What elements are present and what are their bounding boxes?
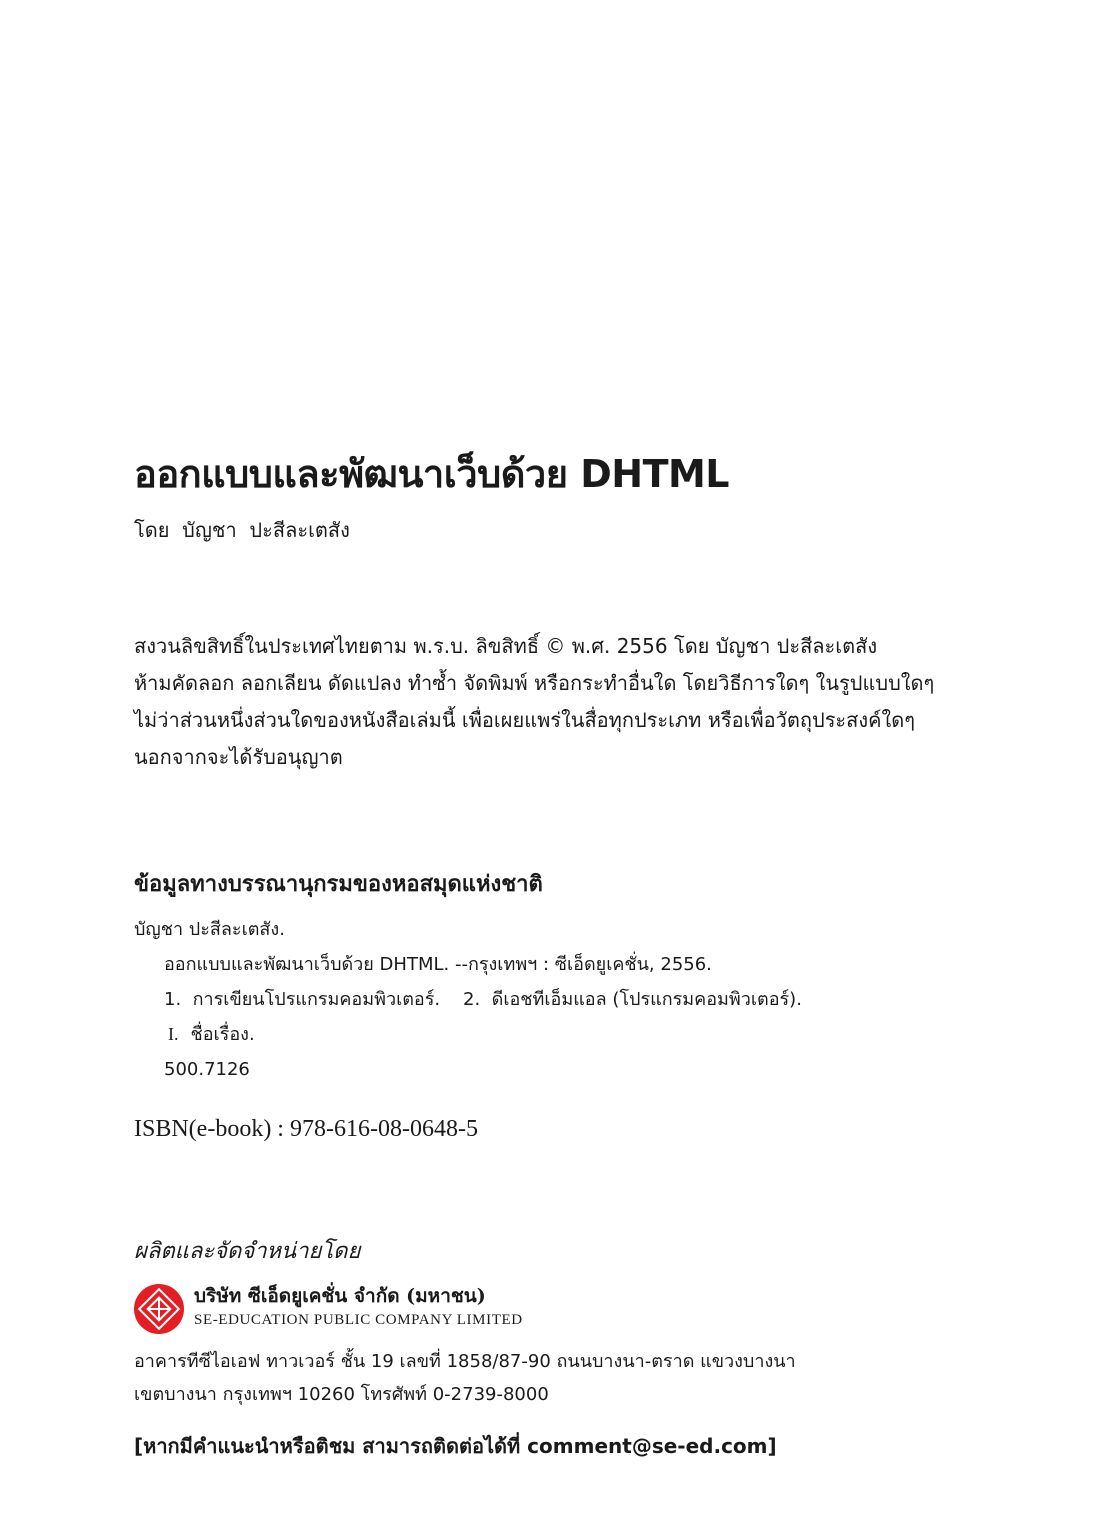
copyright-line: นอกจากจะได้รับอนุญาต: [134, 745, 343, 769]
distribution-label: ผลิตและจัดจำหน่ายโดย: [134, 1239, 361, 1264]
cip-heading: ข้อมูลทางบรรณานุกรมของหอสมุดแห่งชาติ: [134, 871, 543, 897]
cip-classification: 500.7126: [164, 1059, 250, 1080]
copyright-line: ห้ามคัดลอก ลอกเลียน ดัดแปลง ทำซ้ำ จัดพิมพ์ หรือกระทำอื่นใด โดยวิธีการใดๆ ในรูปแบบใดๆ: [134, 671, 935, 695]
author-line: โดย บัญชา ปะสีละเตสัง: [134, 518, 350, 542]
cip-title-entry: [134, 1017, 1022, 1052]
cip-roman-entry: ชื่อเรื่อง.: [190, 1024, 255, 1045]
company-name-english: SE-EDUCATION PUBLIC COMPANY LIMITED: [194, 1312, 523, 1328]
copyright-line: ไม่ว่าส่วนหนึ่งส่วนใดของหนังสือเล่มนี้ เพื่อเผยแพร่ในสื่อทุกประเภท หรือเพื่อวัตถุประสงค์ใดๆ: [134, 708, 916, 732]
cip-record: [134, 912, 1022, 1087]
isbn: ISBN(e-book) : 978-616-08-0648-5: [134, 1116, 478, 1142]
cip-roman-numeral: I.: [168, 1024, 179, 1044]
copyright-line: สงวนลิขสิทธิ์ในประเทศไทยตาม พ.ร.บ. ลิขสิทธิ์ © พ.ศ. 2556 โดย บัญชา ปะสีละเตสัง: [134, 634, 878, 658]
publisher-address: [134, 1345, 1022, 1411]
cip-subjects: 1. การเขียนโปรแกรมคอมพิวเตอร์. 2. ดีเอชทีเอ็มแอล (โปรแกรมคอมพิวเตอร์).: [164, 989, 802, 1010]
book-title: ออกแบบและพัฒนาเว็บด้วย DHTML: [134, 452, 730, 496]
se-ed-logo-icon: [134, 1284, 184, 1334]
company-name-thai: บริษัท ซีเอ็ดยูเคชั่น จำกัด (มหาชน): [194, 1285, 486, 1307]
address-line: อาคารทีซีไอเอฟ ทาวเวอร์ ชั้น 19 เลขที่ 1858/87-90 ถนนบางนา-ตราด แขวงบางนา: [134, 1351, 796, 1372]
address-line: เขตบางนา กรุงเทพฯ 10260 โทรศัพท์ 0-2739-8000: [134, 1384, 549, 1405]
cip-author: บัญชา ปะสีละเตสัง.: [134, 919, 285, 940]
cip-title-line: ออกแบบและพัฒนาเว็บด้วย DHTML. --กรุงเทพฯ : ซีเอ็ดยูเคชั่น, 2556.: [164, 954, 712, 975]
publisher: [134, 1282, 1022, 1334]
feedback-contact: [หากมีคำแนะนำหรือติชม สามารถติดต่อได้ที่ comment@se-ed.com]: [134, 1434, 777, 1458]
copyright-notice: [134, 628, 1022, 776]
